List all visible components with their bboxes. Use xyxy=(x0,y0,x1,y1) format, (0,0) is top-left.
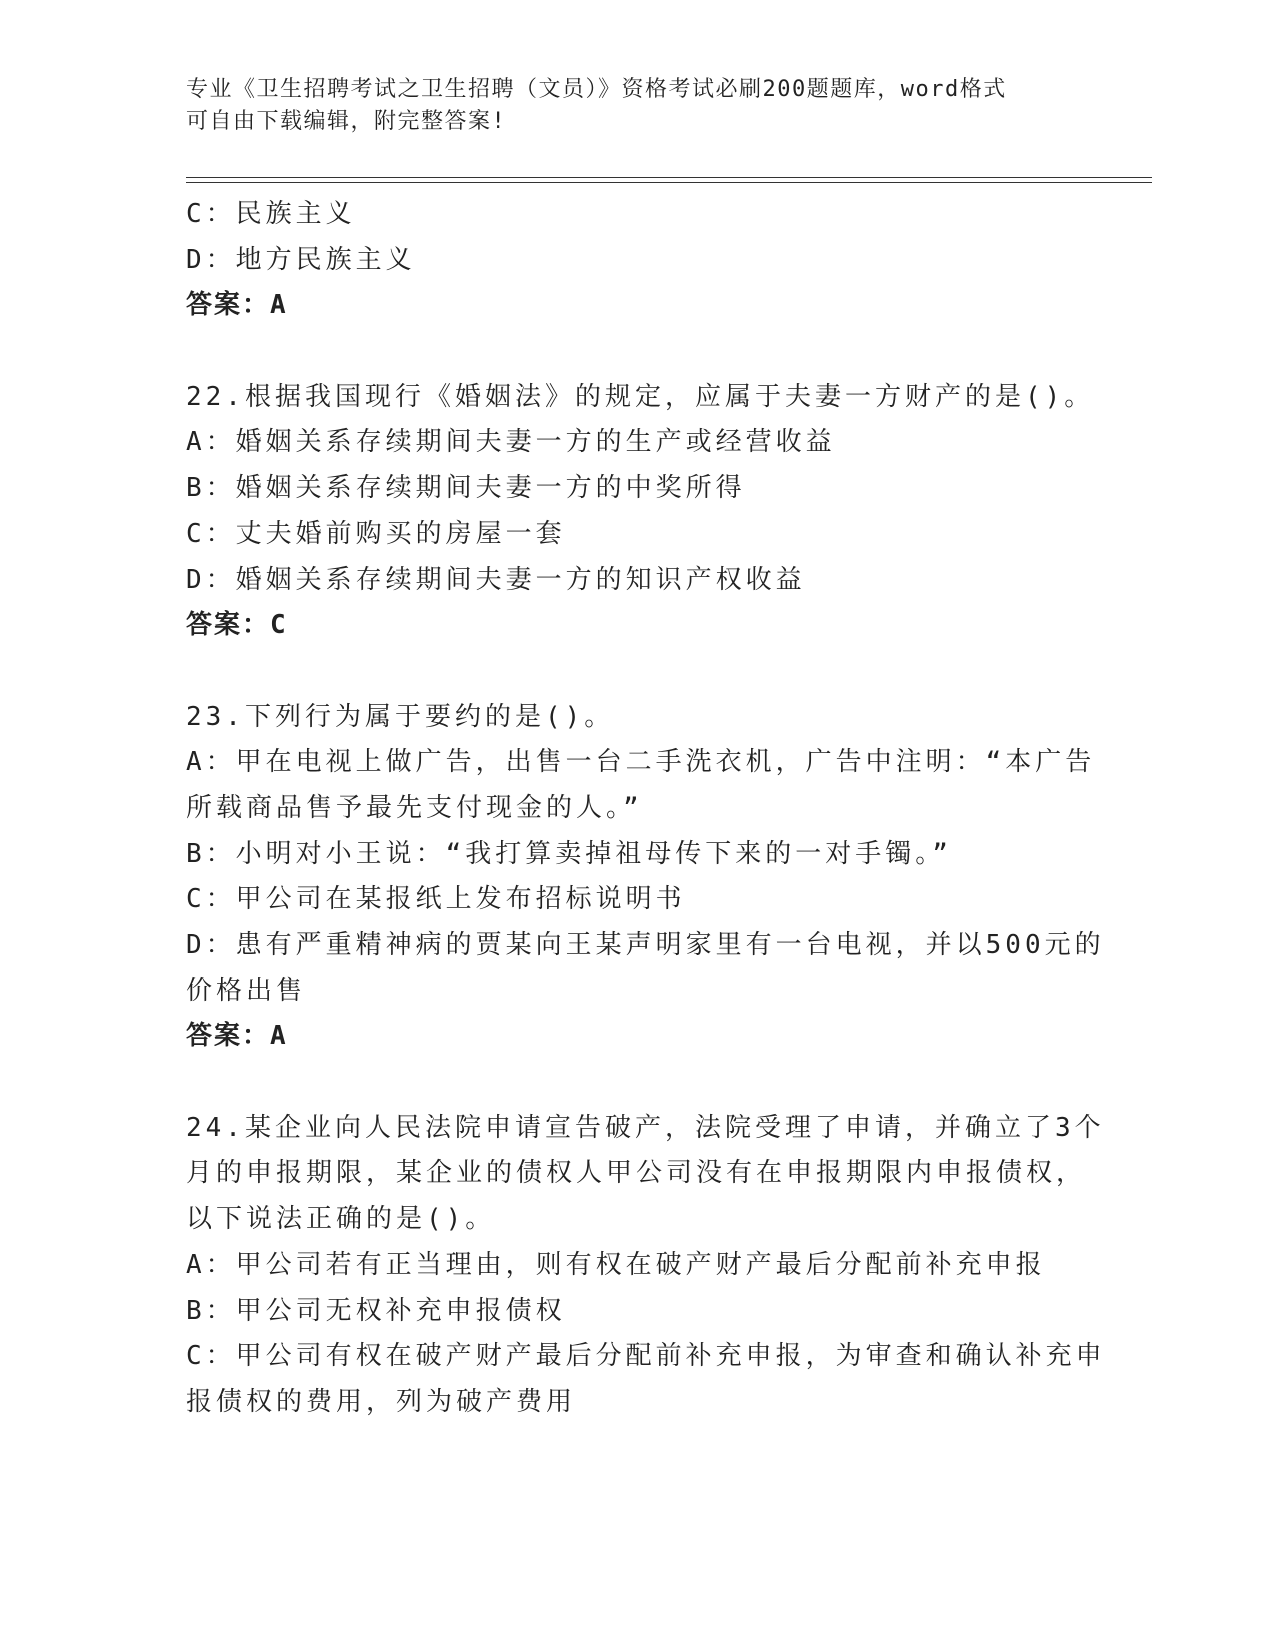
question-22 xyxy=(186,375,1095,649)
option-a: A：婚姻关系存续期间夫妻一方的生产或经营收益 xyxy=(186,427,836,458)
question-list xyxy=(186,192,1106,1426)
option-c: C：甲公司在某报纸上发布招标说明书 xyxy=(186,884,686,915)
option-b: B：婚姻关系存续期间夫妻一方的中奖所得 xyxy=(186,473,746,504)
question-stem: 23.下列行为属于要约的是()。 xyxy=(186,701,615,732)
option-c: C：丈夫婚前购买的房屋一套 xyxy=(186,518,566,549)
option-d: D：婚姻关系存续期间夫妻一方的知识产权收益 xyxy=(186,564,806,595)
answer-line: 答案：C xyxy=(186,610,288,641)
option-b: B：小明对小王说：“我打算卖掉祖母传下来的一对手镯。” xyxy=(186,838,952,869)
option-b: B：甲公司无权补充申报债权 xyxy=(186,1295,566,1326)
question-stem: 22.根据我国现行《婚姻法》的规定，应属于夫妻一方财产的是()。 xyxy=(186,381,1095,412)
spacer xyxy=(186,649,1086,695)
question-stem-continued: 月的申报期限，某企业的债权人甲公司没有在申报期限内申报债权， xyxy=(186,1158,1087,1189)
option-c-continued: 报债权的费用，列为破产费用 xyxy=(186,1386,577,1417)
spacer xyxy=(186,329,1086,375)
question-stem: 24.某企业向人民法院申请宣告破产，法院受理了申请，并确立了3个 xyxy=(186,1112,1105,1143)
question-stem-continued: 以下说法正确的是()。 xyxy=(186,1204,496,1235)
document-header xyxy=(186,74,1076,138)
option-d: D：患有严重精神病的贾某向王某声明家里有一台电视，并以500元的 xyxy=(186,930,1105,960)
header-title-line-1: 专业《卫生招聘考试之卫生招聘（文员）》资格考试必刷200题题库，word格式 xyxy=(186,77,1007,102)
header-divider-bottom xyxy=(186,182,1152,183)
answer-line: 答案：A xyxy=(186,1021,288,1052)
header-title-line-2: 可自由下载编辑，附完整答案! xyxy=(186,109,507,134)
option-c: C：甲公司有权在破产财产最后分配前补充申报，为审查和确认补充申 xyxy=(186,1341,1106,1372)
spacer xyxy=(186,1060,1086,1106)
option-c: C：民族主义 xyxy=(186,199,356,229)
question-24 xyxy=(186,1106,1106,1426)
header-divider-top xyxy=(186,177,1152,178)
option-a: A：甲公司若有正当理由，则有权在破产财产最后分配前补充申报 xyxy=(186,1249,1046,1280)
answer-line: 答案：A xyxy=(186,290,288,321)
option-a: A：甲在电视上做广告，出售一台二手洗衣机，广告中注明：“本广告 xyxy=(186,747,1096,778)
option-d: D：地方民族主义 xyxy=(186,244,416,275)
option-d-continued: 价格出售 xyxy=(186,975,307,1006)
question-23 xyxy=(186,695,1105,1061)
question-21-continued xyxy=(186,192,1086,329)
option-a-continued: 所载商品售予最先支付现金的人。” xyxy=(186,792,643,823)
